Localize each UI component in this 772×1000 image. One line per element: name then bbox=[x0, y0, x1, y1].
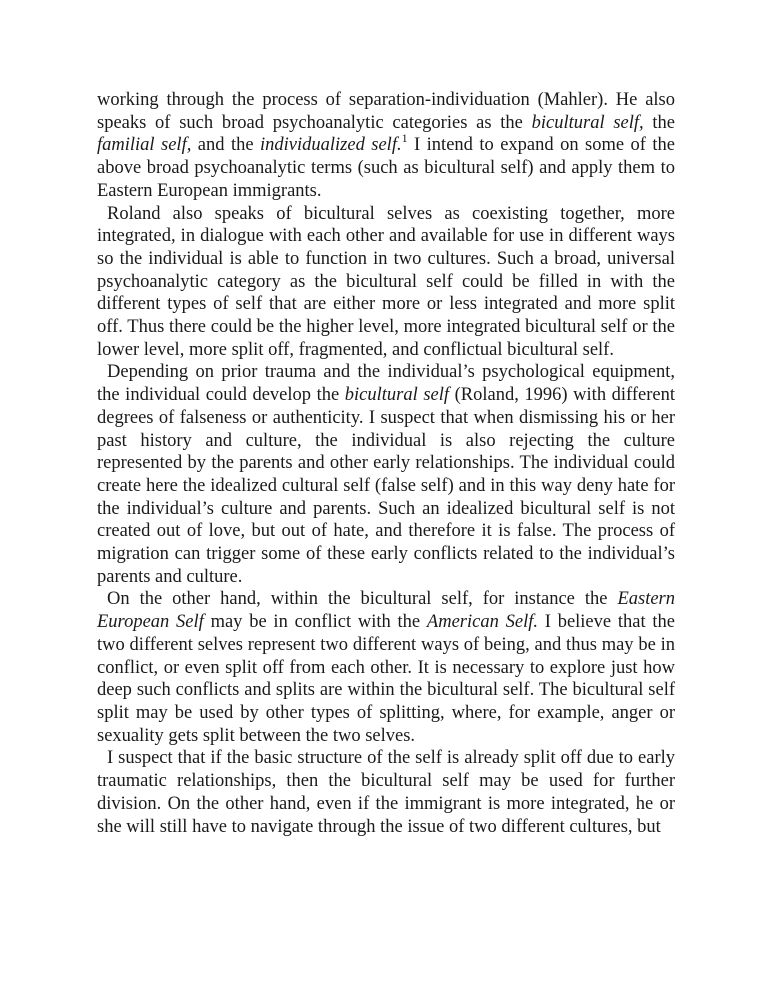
text-segment: working through the process of separation-individuation (Mahler). He also speaks of such broad psychoanalytic categories as the bbox=[97, 90, 675, 133]
text-segment: I intend to expand on some of the above broad psychoanalytic terms (such as bicultural self) and apply them to Eastern European immigrants. bbox=[97, 135, 675, 201]
text-segment: Depending on prior trauma and the individual’s psychological equipment, the individual could develop the bbox=[97, 362, 675, 406]
italic-term: bicultural self, bbox=[531, 112, 644, 133]
footnote-marker[interactable]: 1 bbox=[401, 131, 408, 146]
italic-term: familial self, bbox=[97, 135, 192, 156]
text-segment: On the other hand, within the bicultural self, for instance the bbox=[107, 589, 618, 610]
paragraph-3 bbox=[97, 361, 675, 588]
text-segment: (Roland, 1996) with different degrees of falseness or authenticity. I suspect that when dismissing his or her past history and culture, the individual is also rejecting the culture represented by the parents and other early relationships. The individual could create here the idealized cultural self (false self) and in this way deny hate for the individual’s culture and parents. Such an idealized bicultural self is not created out of love, but out of hate, and therefore it is false. The process of migration can trigger some of these early conflicts related to the individual’s parents and culture. bbox=[97, 385, 675, 587]
paragraph-2 bbox=[97, 203, 675, 362]
page-body bbox=[97, 89, 675, 838]
text-segment: the bbox=[643, 112, 675, 133]
italic-term: bicultural self bbox=[344, 385, 450, 406]
italic-term: Eastern European Self bbox=[97, 589, 675, 633]
paragraph-5 bbox=[97, 747, 675, 838]
paragraph-4 bbox=[97, 588, 675, 747]
text-segment: I suspect that if the basic structure of the self is already split off due to early traumatic relationships, then the bicultural self may be used for further division. On the other hand, even if the immigrant is more integrated, he or she will still have to navigate through the issue of two different cultures, but bbox=[97, 748, 675, 837]
text-segment: I believe that the two different selves represent two different ways of being, and thus may be in conflict, or even split off from each other. It is necessary to explore just how deep such conflicts and splits are within the bicultural self. The bicultural self split may be used by other types of splitting, where, for example, anger or sexuality gets split between the two selves. bbox=[97, 612, 675, 746]
italic-term: American Self. bbox=[426, 612, 538, 633]
text-segment: may be in conflict with the bbox=[203, 612, 427, 633]
italic-term: individualized self. bbox=[260, 135, 402, 156]
text-segment: and the bbox=[191, 135, 260, 156]
text-segment: Roland also speaks of bicultural selves as coexisting together, more integrated, in dialogue with each other and available for use in different ways so the individual is able to function in two cultures. Such a broad, universal psychoanalytic category as the bicultural self could be filled in with the different types of self that are either more or less integrated and more split off. Thus there could be the higher level, more integrated bicultural self or the lower level, more split off, fragmented, and conflictual bicultural self. bbox=[97, 203, 675, 360]
paragraph-1 bbox=[97, 89, 675, 203]
